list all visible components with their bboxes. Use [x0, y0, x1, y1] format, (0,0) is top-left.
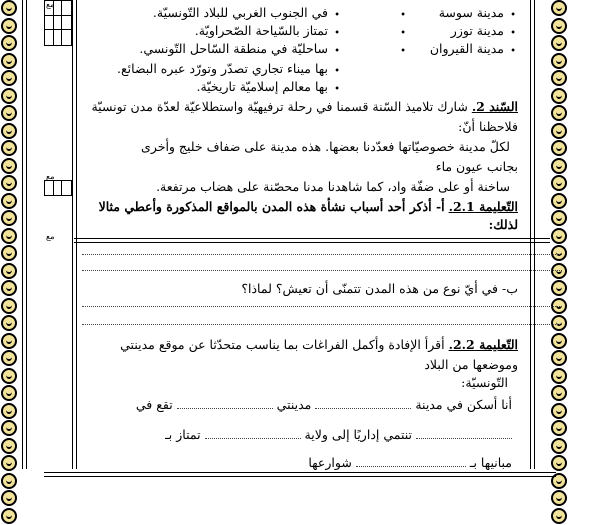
border-ornament-icon: [1, 193, 17, 209]
border-ornament-icon: [551, 210, 567, 226]
border-ornament-icon: [551, 490, 567, 506]
frame-line: [76, 0, 77, 469]
border-ornament-icon: [1, 280, 17, 296]
border-ornament-icon: [551, 315, 567, 331]
border-ornament-icon: [1, 350, 17, 366]
instruction-2-1-question-a: أ- أذكر أحد أسباب نشأة هذه المدن بالمواقع المذكورة وأعطي مثالا: [98, 199, 445, 214]
bullet-dot: •: [510, 10, 516, 21]
instruction-2-2-text: وموضعها من البلاد: [424, 357, 518, 372]
instruction-2-1-label: التّعليمة 2.1.: [448, 199, 518, 214]
border-ornament-icon: [551, 350, 567, 366]
fill-blank[interactable]: [177, 398, 273, 409]
border-ornament-icon: [1, 298, 17, 314]
fill-prompt: تقع في: [135, 397, 173, 412]
border-ornament-icon: [1, 455, 17, 471]
border-ornament-icon: [551, 508, 567, 524]
instruction-2-1-b: [78, 280, 518, 300]
frame-line: [534, 0, 535, 469]
section-separator: [74, 238, 550, 243]
border-ornament-icon: [1, 35, 17, 51]
border-ornament-icon: [551, 280, 567, 296]
instruction-2-2-label: التّعليمة 2.2.: [448, 337, 518, 352]
border-ornament-icon: [551, 420, 567, 436]
sanad-2-text: فلاحظنا أنّ:: [458, 119, 518, 134]
bullet-dot: •: [334, 46, 340, 57]
border-ornament-icon: [551, 123, 567, 139]
fill-prompt: شوارعها: [308, 455, 352, 470]
instruction-2-2: [78, 336, 518, 396]
border-ornament-icon: [1, 175, 17, 191]
sanad-2-text: بجانب عيون ماء: [435, 159, 518, 174]
bullet-dot: •: [334, 84, 340, 95]
border-ornament-icon: [551, 35, 567, 51]
matching-block: [78, 4, 518, 94]
bullet-item: مدينة توزر: [450, 23, 504, 38]
border-ornament-icon: [1, 210, 17, 226]
border-ornament-icon: [551, 455, 567, 471]
answer-line[interactable]: [82, 254, 562, 255]
fill-blank[interactable]: [356, 456, 466, 467]
margin-label: مع: [46, 232, 55, 241]
answer-line[interactable]: [82, 270, 562, 271]
bullet-item: ساحليّة في منطقة السّاحل التّونسي.: [139, 41, 328, 56]
border-ornament-icon: [551, 0, 567, 16]
sanad-2-text: ساخنة أو على ضفّة واد، كما شاهدنا مدنا محصّنة على هضاب مرتفعة.: [156, 179, 510, 194]
border-ornament-icon: [551, 228, 567, 244]
fill-blank[interactable]: [416, 428, 512, 439]
fill-prompt: تنتمي إداريًا إلى ولاية: [304, 427, 413, 442]
border-ornament-icon: [1, 0, 17, 16]
fill-prompt: مدينتي: [276, 397, 312, 412]
border-ornament-icon: [551, 88, 567, 104]
border-ornament-icon: [551, 70, 567, 86]
sanad-2-text: لكلّ مدينة خصوصيّاتها فعدّدنا بعضها. هذه مدينة على ضفاف خليج وأخرى: [141, 139, 510, 154]
bullet-dot: •: [334, 28, 340, 39]
fill-prompt: تمتاز بـ: [165, 427, 201, 442]
frame-line: [22, 0, 23, 469]
border-ornament-icon: [1, 508, 17, 524]
answer-line[interactable]: [82, 324, 562, 325]
fill-blank[interactable]: [315, 398, 411, 409]
sanad-2-text: شارك تلاميذ السّنة قسمنا في رحلة ترفيهيّة واستطلاعيّة لعدّة مدن تونسيّة: [91, 99, 468, 114]
border-ornament-icon: [1, 473, 17, 489]
bullet-dot: •: [400, 28, 406, 39]
sanad-2-section: [78, 98, 518, 208]
border-ornament-icon: [1, 140, 17, 156]
instruction-2-1-question-a-cont: لذلك:: [488, 217, 518, 232]
border-ornament-icon: [1, 438, 17, 454]
bullet-item: مدينة سوسة: [438, 5, 504, 20]
bullet-dot: •: [334, 10, 340, 21]
sanad-2-label: السّند 2.: [471, 99, 518, 114]
bullet-dot: •: [400, 46, 406, 57]
border-ornament-icon: [1, 18, 17, 34]
bullet-dot: •: [510, 46, 516, 57]
border-ornament-icon: [1, 105, 17, 121]
instruction-2-2-text: التّونسيّة:: [461, 375, 508, 390]
border-ornament-icon: [1, 368, 17, 384]
border-ornament-icon: [551, 158, 567, 174]
border-ornament-icon: [1, 123, 17, 139]
fill-in-block: [78, 396, 518, 476]
border-ornament-icon: [551, 193, 567, 209]
border-ornament-icon: [1, 263, 17, 279]
bullet-dot: •: [334, 66, 340, 77]
border-ornament-icon: [1, 88, 17, 104]
fill-prompt: مبانيها بـ: [469, 455, 512, 470]
border-ornament-icon: [551, 438, 567, 454]
frame-line: [72, 0, 73, 469]
border-ornament-icon: [551, 105, 567, 121]
fill-prompt: أنا أسكن في مدينة: [415, 397, 512, 412]
border-ornament-icon: [1, 315, 17, 331]
border-ornament-icon: [1, 228, 17, 244]
border-ornament-icon: [551, 245, 567, 261]
margin-label: مع: [46, 0, 55, 9]
border-ornament-icon: [1, 70, 17, 86]
instruction-2-1-question-b: ب- في أيّ نوع من هذه المدن تتمنّى أن تعيش؟ لماذا؟: [241, 281, 518, 296]
border-ornament-icon: [551, 385, 567, 401]
left-decorative-border: [0, 0, 20, 525]
grade-grid: [44, 180, 72, 196]
border-ornament-icon: [1, 53, 17, 69]
instruction-2-2-text: أقرأ الإفادة وأكمل الفراغات بما يناسب متحدّثا عن موقع مدينتي: [120, 337, 445, 352]
bullet-item: تمتاز بالسّياحة الصّحراويّة.: [194, 23, 328, 38]
border-ornament-icon: [551, 368, 567, 384]
answer-line[interactable]: [82, 306, 562, 307]
border-ornament-icon: [1, 490, 17, 506]
bullet-item: مدينة القيروان: [429, 41, 504, 56]
border-ornament-icon: [1, 403, 17, 419]
bullet-dot: •: [400, 10, 406, 21]
fill-blank[interactable]: [205, 428, 301, 439]
border-ornament-icon: [1, 158, 17, 174]
border-ornament-icon: [1, 385, 17, 401]
margin-label: مع: [46, 172, 55, 181]
bullet-item: بها معالم إسلاميّة تاريخيّة.: [196, 79, 328, 94]
border-ornament-icon: [1, 245, 17, 261]
border-ornament-icon: [551, 333, 567, 349]
border-ornament-icon: [551, 18, 567, 34]
border-ornament-icon: [551, 403, 567, 419]
border-ornament-icon: [1, 420, 17, 436]
bullet-item: بها ميناء تجاري تصدّر وتورّد عبره البضائع.: [117, 61, 328, 76]
right-decorative-border: [550, 0, 570, 525]
border-ornament-icon: [551, 175, 567, 191]
border-ornament-icon: [551, 140, 567, 156]
bullet-dot: •: [510, 28, 516, 39]
frame-line: [530, 0, 531, 469]
frame-line: [26, 0, 27, 469]
instruction-2-1: [78, 198, 518, 238]
bullet-item: في الجنوب الغربي للبلاد التّونسيّة.: [152, 5, 328, 20]
border-ornament-icon: [1, 333, 17, 349]
border-ornament-icon: [551, 53, 567, 69]
